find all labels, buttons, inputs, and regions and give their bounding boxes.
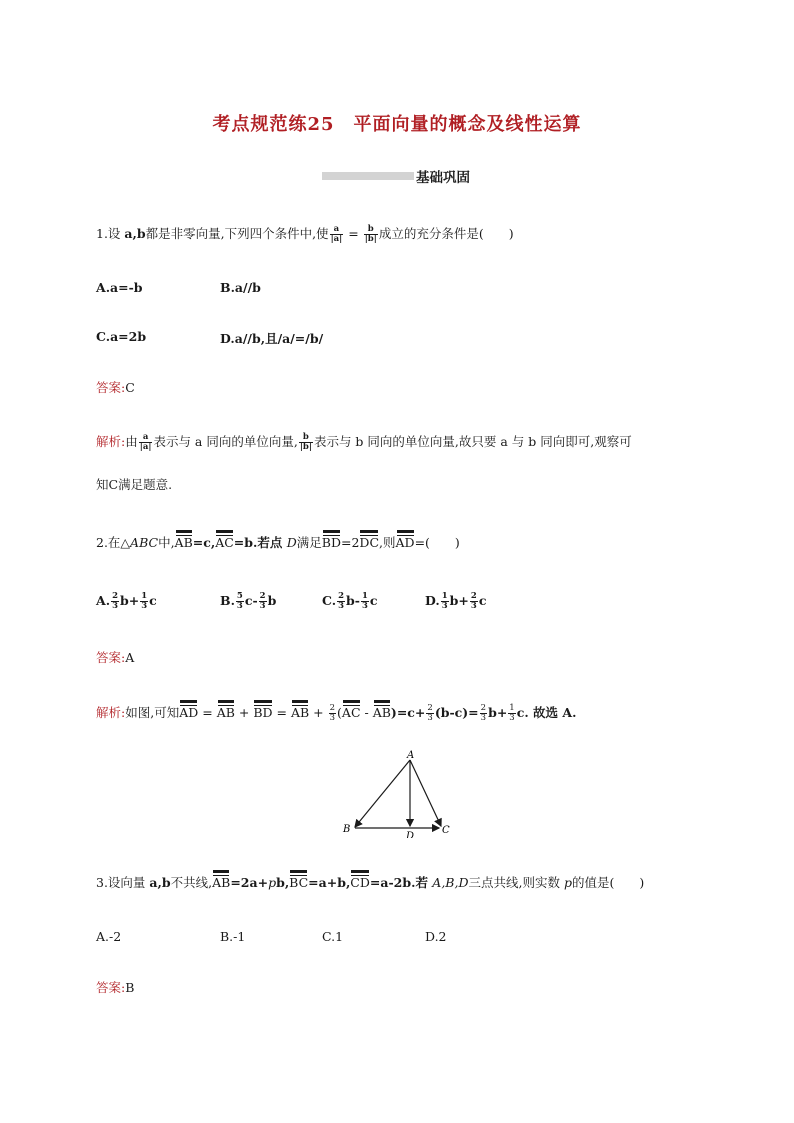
label-d: D: [406, 831, 415, 838]
q2-option-c: C. $\frac{2}{3}$ b- $\frac{1}{3}$ c: [322, 591, 378, 611]
edge-ab: [355, 760, 410, 827]
q3-stem: 3.设向量 a,b不共线,AB=2a+pb,BC=a+b,CD=a-2b.若 A,B,D三点共线,则实数 p的值是( ): [96, 870, 644, 891]
q1-option-b: B.a//b: [220, 280, 261, 295]
page-title: 考点规范练25 平面向量的概念及线性运算: [212, 114, 582, 135]
label-a: A: [407, 750, 415, 761]
q3-option-c: C.1: [322, 929, 344, 944]
q2-option-b: B. $\frac{5}{3}$ c- $\frac{2}{3}$ b: [220, 591, 277, 611]
q3-answer: 答案:B: [96, 980, 135, 995]
q1-analysis: 解析:由 $\frac{a}{|a|}$ 表示与 a 同向的单位向量, $\frac{b}{|b|}$ 表示与 b 同向的单位向量,故只要 a 与 b 同向即可,观察可: [96, 432, 632, 452]
q3-option-d: D.2: [425, 929, 447, 944]
q2-option-d: D. $\frac{1}{3}$ b+ $\frac{2}{3}$ c: [425, 591, 487, 611]
edge-ac: [410, 760, 441, 826]
q1-option-c: C.a=2b: [96, 329, 147, 344]
q1-option-a: A.a=-b: [96, 280, 143, 295]
q3-option-a: A.-2: [96, 929, 122, 944]
q2-answer: 答案:A: [96, 650, 135, 665]
q1-fraction-b: $\frac{b}{|b|}$: [364, 224, 377, 244]
q1-stem: 1.设 a,b都是非零向量,下列四个条件中,使 $\frac{a}{|a|}$ = $\frac{b}{|b|}$ 成立的充分条件是( ): [96, 224, 514, 244]
q2-analysis: 解析:如图,可知AD = AB + BD = AB + $\frac{2}{3}$ (AC - AB)=c+ $\frac{2}{3}$ (b-c)= $\frac{2}{3}$ b+ $\frac{1}{3}$ c. 故选 A.: [96, 700, 576, 723]
triangle-figure: [338, 748, 458, 838]
q3-option-b: B.-1: [220, 929, 246, 944]
q1-option-d: D.a//b,且/a/=/b/: [220, 331, 324, 346]
q1-fraction-a: $\frac{a}{|a|}$: [330, 224, 343, 244]
q2-option-a: A. $\frac{2}{3}$ b+ $\frac{1}{3}$ c: [96, 591, 157, 611]
q1-answer: 答案:C: [96, 380, 135, 395]
section-title: 基础巩固: [416, 170, 470, 186]
q2-stem: 2.在△ABC中,AB=c,AC=b.若点 D满足BD=2DC,则AD=( ): [96, 530, 460, 551]
q1-analysis-cont: 知C满足题意.: [96, 477, 173, 492]
label-b: B: [343, 824, 351, 835]
section-bar: [322, 172, 414, 180]
label-c: C: [442, 825, 450, 836]
